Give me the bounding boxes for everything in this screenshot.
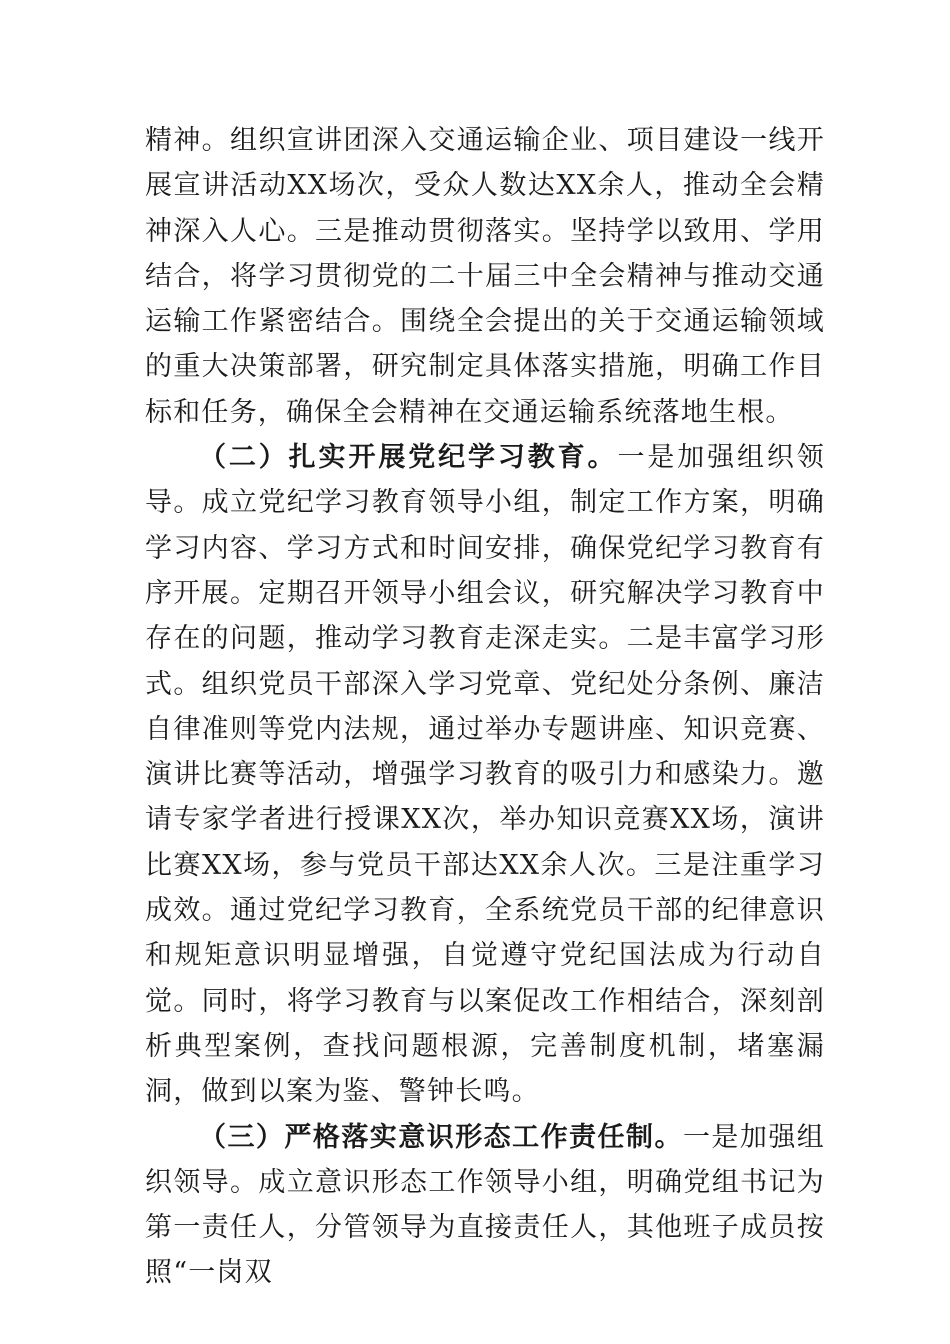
section-heading: （三）严格落实意识形态工作责任制。 — [199, 1121, 683, 1153]
paragraph-text: 精神。组织宣讲团深入交通运输企业、项目建设一线开展宣讲活动XX场次，受众人数达XX余人，推动全会精神深入人心。三是推动贯彻落实。坚持学以致用、学用结合，将学习贯彻党的二十届三中全会精神与推动交通运输工作紧密结合。围绕全会提出的关于交通运输领域的重大决策部署，研究制定具体落实措施，明确工作目标和任务，确保全会精神在交通运输系统落地生根。 — [145, 125, 825, 428]
paragraph-text: 一是加强组织领导。成立意识形态工作领导小组，明确党组书记为第一责任人，分管领导为直接责任人，其他班子成员按照“一岗双 — [145, 1121, 826, 1289]
paragraph-section-3 — [145, 1115, 825, 1296]
document-body — [145, 118, 825, 1296]
paragraph-text: 一是加强组织领导。成立党纪学习教育领导小组，制定工作方案，明确学习内容、学习方式和时间安排，确保党纪学习教育有序开展。定期召开领导小组会议，研究解决学习教育中存在的问题，推动学习教育走深走实。二是丰富学习形式。组织党员干部深入学习党章、党纪处分条例、廉洁自律准则等党内法规，通过举办专题讲座、知识竞赛、演讲比赛等活动，增强学习教育的吸引力和感染力。邀请专家学者进行授课XX次，举办知识竞赛XX场，演讲比赛XX场，参与党员干部达XX余人次。三是注重学习成效。通过党纪学习教育，全系统党员干部的纪律意识和规矩意识明显增强，自觉遵守党纪国法成为行动自觉。同时，将学习教育与以案促改工作相结合，深刻剖析典型案例，查找问题根源，完善制度机制，堵塞漏洞，做到以案为鉴、警钟长鸣。 — [145, 442, 825, 1108]
section-heading: （二）扎实开展党纪学习教育。 — [199, 442, 618, 474]
paragraph-section-2 — [145, 435, 825, 1114]
paragraph-continuation — [145, 118, 825, 435]
